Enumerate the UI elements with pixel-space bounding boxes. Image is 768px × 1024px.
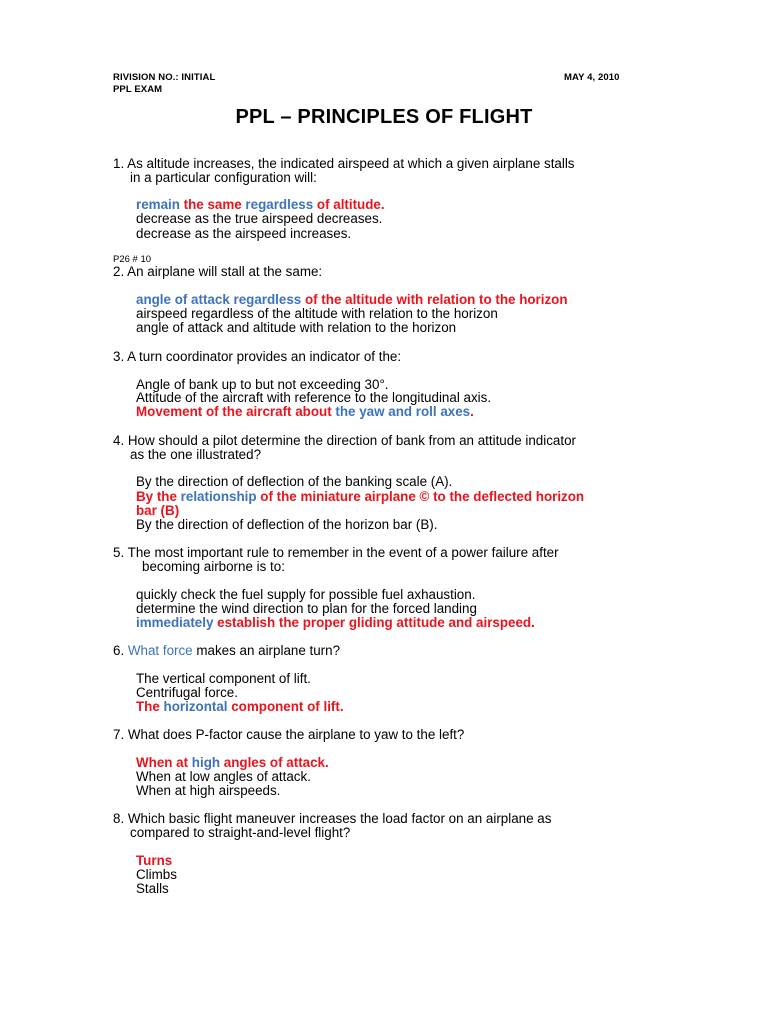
answer-segment: component of lift. bbox=[227, 699, 344, 714]
question-segment: makes an airplane turn? bbox=[192, 643, 341, 658]
q2-answer-3: angle of attack and altitude with relation to the horizon bbox=[136, 320, 457, 335]
answer-segment: establish the proper gliding attitude and airspeed. bbox=[217, 615, 535, 630]
answer-segment: . bbox=[470, 404, 474, 419]
q5-answer-1: quickly check the fuel supply for possible fuel axhaustion. bbox=[136, 587, 476, 602]
q6-answer-2: Centrifugal force. bbox=[136, 685, 238, 700]
q7-answer-2: When at low angles of attack. bbox=[136, 769, 311, 784]
q3-answer-1: Angle of bank up to but not exceeding 30°. bbox=[136, 377, 389, 392]
date-label: MAY 4, 2010 bbox=[564, 72, 620, 83]
q5-text-line1: 5. The most important rule to remember in the event of a power failure after bbox=[113, 545, 559, 560]
answer-segment: By the bbox=[136, 489, 181, 504]
q5-text-line2: becoming airborne is to: bbox=[142, 559, 285, 574]
q4-answer-2 bbox=[136, 490, 584, 504]
q8-answer-2: Climbs bbox=[136, 867, 177, 882]
question-segment: 6. bbox=[113, 643, 128, 658]
q3-text-line1: 3. A turn coordinator provides an indicator of the: bbox=[113, 349, 402, 364]
q6-answer-1: The vertical component of lift. bbox=[136, 671, 311, 686]
q8-answer-1: Turns bbox=[136, 853, 173, 868]
q4-answer-2-cont: bar (B) bbox=[136, 503, 180, 518]
q4-text-line1: 4. How should a pilot determine the direction of bank from an attitude indicator bbox=[113, 433, 576, 448]
answer-segment: of the miniature airplane © to the deflected horizon bbox=[260, 489, 585, 504]
answer-segment: high bbox=[191, 755, 221, 770]
q5-answer-3 bbox=[136, 616, 535, 630]
answer-segment: relationship bbox=[180, 489, 261, 504]
question-segment: What force bbox=[127, 643, 193, 658]
answer-segment: angle of attack regardless bbox=[136, 292, 305, 307]
q6-answer-3 bbox=[136, 700, 344, 714]
q2-answer-1 bbox=[136, 293, 568, 307]
answer-segment: regardless bbox=[245, 197, 317, 212]
q4-text-line2: as the one illustrated? bbox=[130, 447, 262, 462]
answer-segment: of altitude. bbox=[316, 197, 385, 212]
answer-segment: angles of attack. bbox=[220, 755, 329, 770]
q8-text-line1: 8. Which basic flight maneuver increases the load factor on an airplane as bbox=[113, 811, 552, 826]
answer-segment: Movement of the aircraft about bbox=[136, 404, 336, 419]
revision-label: RIVISION NO.: INITIAL bbox=[113, 72, 216, 83]
q8-answer-3: Stalls bbox=[136, 881, 169, 896]
exam-label: PPL EXAM bbox=[113, 84, 163, 95]
q7-answer-3: When at high airspeeds. bbox=[136, 783, 281, 798]
q7-text-line1: 7. What does P-factor cause the airplane to yaw to the left? bbox=[113, 727, 465, 742]
answer-segment: When at bbox=[136, 755, 192, 770]
q2-answer-2: airspeed regardless of the altitude with relation to the horizon bbox=[136, 306, 498, 321]
q5-answer-2: determine the wind direction to plan for the forced landing bbox=[136, 601, 477, 616]
q6-text-line1 bbox=[113, 644, 340, 658]
q2-text-line1: 2. An airplane will stall at the same: bbox=[113, 264, 323, 279]
page-title: PPL – PRINCIPLES OF FLIGHT bbox=[235, 106, 533, 128]
q3-answer-2: Attitude of the aircraft with reference to the longitudinal axis. bbox=[136, 390, 492, 405]
q3-answer-3 bbox=[136, 405, 474, 419]
answer-segment: the yaw and roll axes bbox=[335, 404, 471, 419]
answer-segment: of the altitude with relation to the horizon bbox=[304, 292, 568, 307]
q1-answer-3: decrease as the airspeed increases. bbox=[136, 226, 352, 241]
q1-answer-1 bbox=[136, 198, 385, 212]
answer-segment: horizontal bbox=[163, 699, 228, 714]
q8-text-line2: compared to straight-and-level flight? bbox=[130, 825, 351, 840]
page-reference: P26 # 10 bbox=[113, 254, 152, 265]
q4-answer-3: By the direction of deflection of the horizon bar (B). bbox=[136, 517, 438, 532]
answer-segment: remain bbox=[136, 197, 184, 212]
answer-segment: The bbox=[136, 699, 164, 714]
answer-segment: immediately bbox=[136, 615, 218, 630]
q1-text-line1: 1. As altitude increases, the indicated airspeed at which a given airplane stalls bbox=[113, 156, 575, 171]
answer-segment: the same bbox=[183, 197, 246, 212]
q7-answer-1 bbox=[136, 756, 329, 770]
q4-answer-1: By the direction of deflection of the banking scale (A). bbox=[136, 474, 453, 489]
q1-text-line2: in a particular configuration will: bbox=[130, 170, 317, 185]
q1-answer-2: decrease as the true airspeed decreases. bbox=[136, 211, 383, 226]
